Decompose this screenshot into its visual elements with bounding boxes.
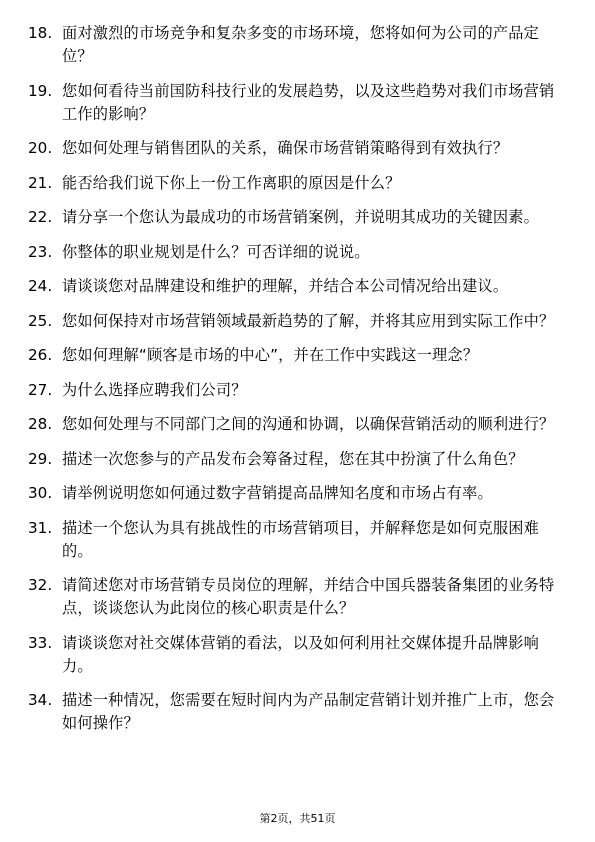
question-text: 您如何处理与销售团队的关系，确保市场营销策略得到有效执行？ — [62, 139, 509, 157]
question-item — [28, 517, 568, 563]
question-item — [28, 172, 568, 195]
question-text: 您如何看待当前国防科技行业的发展趋势，以及这些趋势对我们市场营销工作的影响？ — [62, 81, 555, 123]
question-item — [28, 80, 568, 126]
question-item — [28, 574, 568, 620]
question-item — [28, 413, 568, 436]
question-item — [28, 448, 568, 471]
question-text: 面对激烈的市场竞争和复杂多变的市场环境，您将如何为公司的产品定位？ — [62, 24, 540, 65]
question-text: 描述一个您认为具有挑战性的市场营销项目，并解释您是如何克服困难的。 — [62, 518, 540, 560]
question-number: 21. — [28, 173, 53, 192]
question-text: 你整体的职业规划是什么？可否详细的说说。 — [62, 242, 370, 261]
question-item — [28, 206, 568, 229]
question-item — [28, 275, 568, 298]
question-number: 34. — [28, 691, 53, 709]
question-text: 请分享一个您认为最成功的市场营销案例，并说明其成功的关键因素。 — [62, 208, 540, 226]
question-number: 27. — [28, 380, 53, 399]
question-text: 请谈谈您对社交媒体营销的看法，以及如何利用社交媒体提升品牌影响力。 — [62, 633, 540, 675]
question-number: 32. — [28, 576, 53, 594]
question-number: 24. — [28, 277, 53, 295]
question-text: 您如何理解“顾客是市场的中心”，并在工作中实践这一理念？ — [62, 346, 479, 364]
question-number: 29. — [28, 449, 53, 468]
question-text: 您如何处理与不同部门之间的沟通和协调，以确保营销活动的顺利进行？ — [62, 415, 555, 433]
question-item — [28, 689, 568, 735]
question-number: 26. — [28, 346, 53, 364]
question-item — [28, 241, 568, 264]
question-item — [28, 137, 568, 160]
question-number: 18. — [28, 24, 53, 42]
question-text: 您如何保持对市场营销领域最新趋势的了解，并将其应用到实际工作中？ — [62, 311, 555, 330]
question-number: 25. — [28, 311, 53, 330]
question-text: 描述一次您参与的产品发布会筹备过程，您在其中扮演了什么角色？ — [62, 449, 524, 468]
question-number: 31. — [28, 518, 53, 537]
question-number: 20. — [28, 139, 53, 157]
question-item — [28, 482, 568, 505]
question-item — [28, 632, 568, 678]
question-number: 23. — [28, 242, 53, 261]
question-text: 描述一种情况，您需要在短时间内为产品制定营销计划并推广上市，您会如何操作？ — [62, 691, 555, 732]
question-number: 22. — [28, 208, 53, 226]
question-number: 33. — [28, 633, 53, 652]
page-number-label: 第2页，共51页 — [259, 812, 336, 825]
question-item — [28, 22, 568, 68]
question-text: 请简述您对市场营销专员岗位的理解，并结合中国兵器装备集团的业务特点，谈谈您认为此岗位的核心职责是什么？ — [62, 576, 555, 617]
question-number: 30. — [28, 484, 53, 502]
question-list — [28, 22, 568, 747]
page-footer — [0, 812, 595, 826]
question-item — [28, 379, 568, 402]
question-text: 为什么选择应聘我们公司？ — [62, 380, 247, 399]
question-text: 请谈谈您对品牌建设和维护的理解，并结合本公司情况给出建议。 — [62, 277, 509, 295]
question-number: 19. — [28, 81, 53, 100]
question-text: 请举例说明您如何通过数字营销提高品牌知名度和市场占有率。 — [62, 484, 493, 502]
question-item — [28, 344, 568, 367]
question-item — [28, 310, 568, 333]
question-number: 28. — [28, 415, 53, 433]
question-text: 能否给我们说下你上一份工作离职的原因是什么？ — [62, 173, 401, 192]
